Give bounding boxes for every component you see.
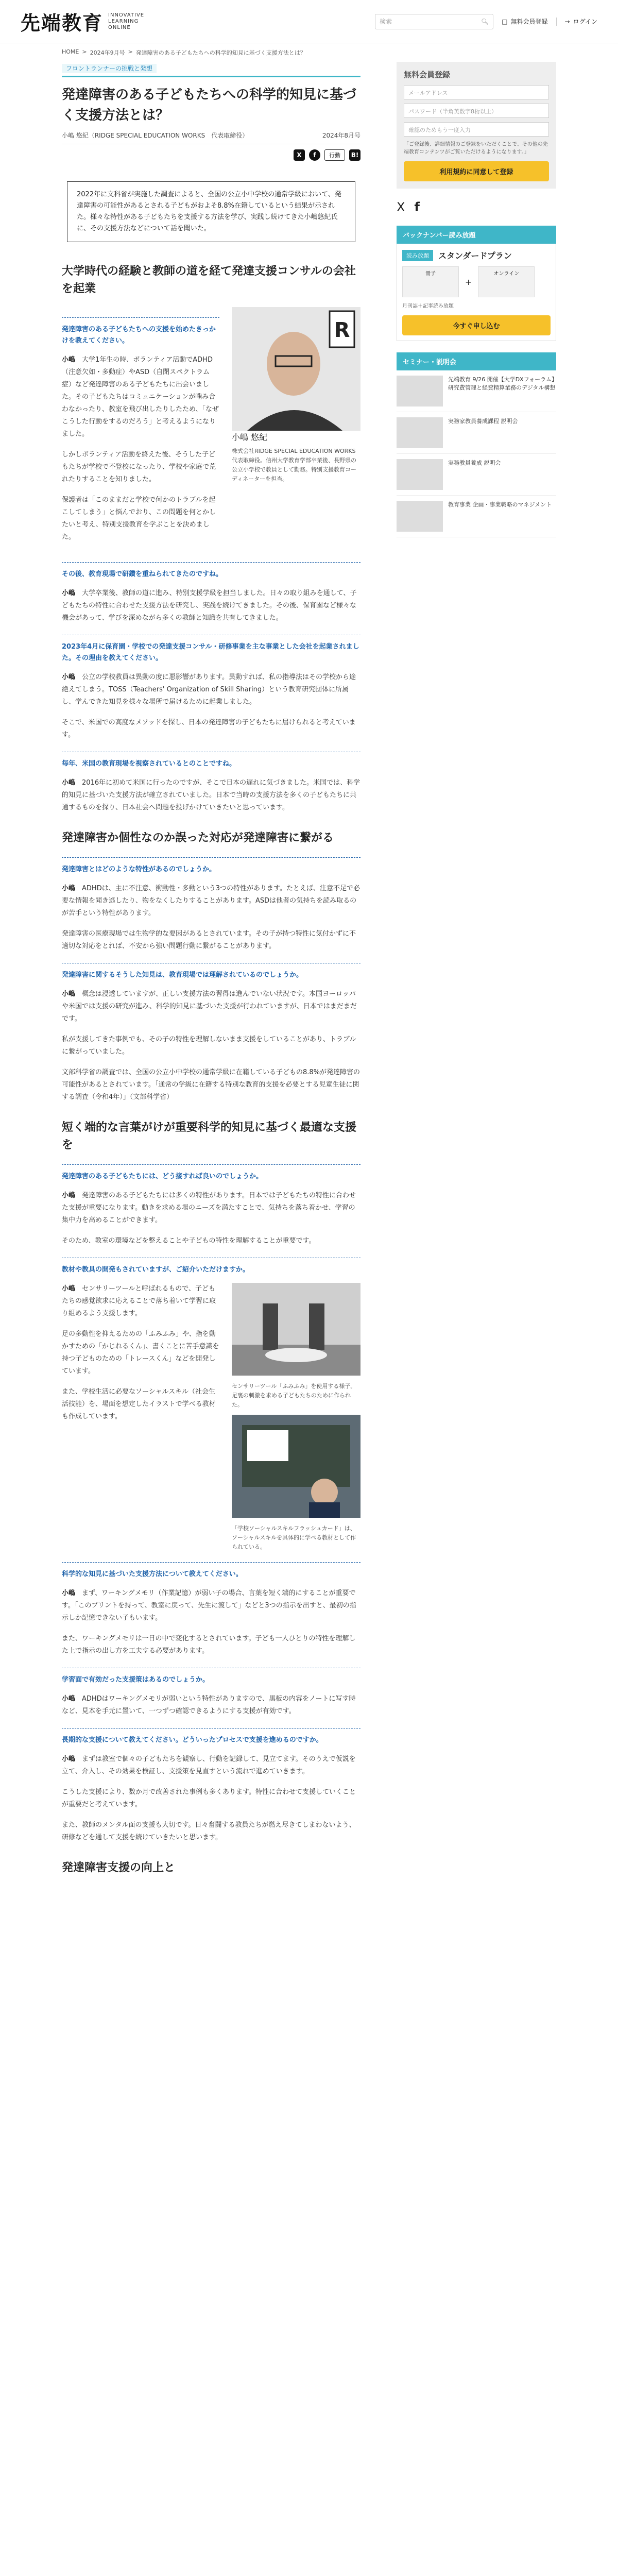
- tools-block: [62, 1283, 360, 1552]
- seminar-title: 教育事業 企画・事業戦略のマネジメント: [448, 501, 552, 508]
- interview-question: 発達障害に関するそうした知見は、教育現場では理解されているのでしょうか。: [62, 963, 360, 981]
- seminar-title: 先端教育 9/26 開催【大学DXフォーラム】研究費管理と経費精算業務のデジタル構想: [448, 376, 556, 391]
- article-meta: [62, 131, 360, 144]
- answer-text: 発達障害のある子どもたちには多くの特性があります。日本では子どもたちの特性に合わせた支援が重要になります。動きを求める場のニーズを満たすことで、気持ちを落ち着かせ、学習の集中力を高めることができます。: [62, 1192, 356, 1224]
- register-link[interactable]: [502, 17, 547, 26]
- speaker-label: 小嶋: [62, 1192, 76, 1199]
- interview-answer: そこで、米国での高度なメソッドを探し、日本の発達障害の子どもたちに届けられると考えています。: [62, 719, 356, 739]
- seminar-title: 実務家教員養成課程 説明会: [448, 418, 518, 425]
- speaker-label: 小嶋: [62, 1755, 76, 1763]
- tools-text: [62, 1283, 219, 1552]
- profile-photo: [232, 307, 360, 431]
- plan-desc: 月刊誌＋記事読み放題: [402, 303, 454, 309]
- interview-answer: 私が支援してきた事例でも、その子の特性を理解しないまま支援をしていることがあり、トラブルに繋がっていました。: [62, 1036, 356, 1056]
- plan-top: [402, 249, 551, 261]
- category-label[interactable]: フロントランナーの挑戦と発想: [62, 64, 157, 73]
- plan-online-label: オンライン: [493, 271, 520, 277]
- answer-text: 大学1年生の時、ボランティア活動でADHD（注意欠如・多動症）やASD（自閉スペクトラム症）など発達障害のある子どもたちに出会いました。その子どもたちはコミュニケーションが噛み合わなかったり、教室を飛び出したりしたため、「なぜこうした行動をするのだろう」と考えるようになりました。: [62, 356, 219, 438]
- register-note: 「ご登録後、詳細情報のご登録をいただくことで、その他の先端教育コンテンツがご覧いただけるようになります。」: [404, 142, 548, 155]
- answer-text: 公立の学校教員は異動の度に悪影響があります。異動すれば、私の指導法はその学校から途絶えてしまう。TOSS（Teachers' Organization of Skill Sharing）という教育研究団体に所属し、学んできた知見を様々な場所で届けるために起業しました。: [62, 673, 356, 706]
- interview-answer: [62, 1693, 360, 1718]
- search-input[interactable]: [375, 14, 493, 29]
- seminar-item[interactable]: [397, 454, 556, 496]
- speaker-label: 小嶋: [62, 1589, 76, 1597]
- lead-box: 2022年に文科省が実施した調査によると、全国の公立小中学校の通常学級において、発達障害の可能性があるとされる子どもがおよそ8.8%在籍しているという結果が示された。様々な特性がある子どもたちを支援する方法を学び、実践し続けてきた小嶋悠紀氏に、その支援方法などについて話を聞いた。: [67, 181, 355, 242]
- header-actions: [375, 14, 597, 29]
- x-icon[interactable]: X: [397, 200, 405, 214]
- profile-description: 株式会社RIDGE SPECIAL EDUCATION WORKS 代表取締役。信州大学教育学部卒業後、長野県の公立小学校で教員として勤務。特別支援教育コーディネーターを担当。: [232, 448, 356, 482]
- answer-text: まずは教室で個々の子どもたちを観察し、行動を記録して、見立てます。そのうえで仮説を立て、介入し、その効果を検証し、支援策を見直すという流れで進めていきます。: [62, 1755, 356, 1775]
- answer-text: まず、ワーキングメモリ（作業記憶）が弱い子の場合、言葉を短く端的にすることが重要です。「このプリントを持って、教室に戻って、先生に渡して」などと3つの指示を出すと、最初の指示しか記憶できない子もいます。: [62, 1589, 356, 1622]
- answer-text: ADHDは、主に不注意、衝動性・多動という3つの特性があります。たとえば、注意不足で必要な情報を聞き逃したり、物をなくしたりすることがあります。ASDは他者の気持ちを読み取るのが苦手という特性があります。: [62, 885, 360, 917]
- answer-text: 2016年に初めて米国に行ったのですが、そこで日本の遅れに気づきました。米国では、科学的知見に基づいた支援方法が確立されていました。日本で当時の支援方法を多くの子どもたちに共通するものを探り、日本社会へ問題を投げかけていきたいと思っています。: [62, 779, 360, 811]
- profile-card: [232, 307, 360, 552]
- interview-answer: [62, 777, 360, 814]
- author: 小嶋 悠紀（RIDGE SPECIAL EDUCATION WORKS 代表取締役）: [62, 132, 249, 139]
- speaker-label: 小嶋: [62, 589, 76, 597]
- interview-answer: [62, 1190, 360, 1227]
- interview-question: 科学的な知見に基づいた支援方法について教えてください。: [62, 1562, 360, 1580]
- seminar-thumbnail: [397, 459, 443, 490]
- interview-question: 発達障害のある子どもたちには、どう接すれば良いのでしょうか。: [62, 1164, 360, 1182]
- speaker-label: 小嶋: [62, 356, 76, 364]
- login-icon: →: [564, 18, 570, 25]
- speaker-label: 小嶋: [62, 673, 76, 681]
- section-heading: 大学時代の経験と教師の道を経て発達支援コンサルの会社を起業: [62, 265, 356, 295]
- login-link[interactable]: [565, 17, 597, 26]
- issue-date: 2024年8月号: [322, 132, 360, 139]
- category-tag: [62, 62, 360, 77]
- flashcard-photo: [232, 1415, 360, 1518]
- plan-name: スタンダードプラン: [438, 251, 512, 261]
- interview-question: その後、教育現場で研鑽を重ねられてきたのですね。: [62, 562, 360, 580]
- speaker-label: 小嶋: [62, 885, 76, 892]
- answer-text: センサリーツールと呼ばれるもので、子どもたちの感覚欲求に応えることで落ち着いて学習に取り組めるよう支援します。: [62, 1285, 216, 1317]
- seminar-item[interactable]: [397, 412, 556, 454]
- breadcrumb-home[interactable]: HOME: [62, 48, 79, 55]
- password-confirm-field[interactable]: 確認のためもう一度入力: [404, 122, 549, 137]
- breadcrumb: [0, 43, 618, 62]
- plan-cta-button[interactable]: 今すぐ申し込む: [402, 315, 551, 335]
- plan-badge: 読み放題: [402, 250, 433, 261]
- sensory-tool-photo: [232, 1283, 360, 1376]
- tools-images: [232, 1283, 360, 1552]
- answer-text: ADHDはワーキングメモリが弱いという特性がありますので、黒板の内容をノートに写す時など、見本を手元に置いて、一つずつ確認できるようにする支援が有効です。: [62, 1695, 356, 1715]
- content-wrapper: [0, 62, 618, 1886]
- plan-paper-label: 冊子: [425, 271, 436, 277]
- interview-question: 2023年4月に保育園・学校での発達支援コンサル・研修事業を主な事業とした会社を起業されました。その理由を教えてください。: [62, 635, 360, 664]
- plan-visual: [402, 266, 551, 297]
- interview-answer: [62, 354, 219, 440]
- breadcrumb-issue[interactable]: 2024年9月号: [90, 49, 125, 56]
- interview-answer: また、教師のメンタル面の支援も大切です。日々奮闘する教員たちが燃え尽きてしまわないよう、研修などを通して支援を続けていきたいと思います。: [62, 1821, 356, 1841]
- interview-question: 長期的な支援について教えてください。どういったプロセスで支援を進めるのですか。: [62, 1728, 360, 1746]
- seminar-item[interactable]: [397, 496, 556, 537]
- plan-header: バックナンバー読み放題: [397, 226, 556, 244]
- interview-answer: こうした支援により、数か月で改善された事例も多くあります。特性に合わせて支援していくことが重要だと考えています。: [62, 1788, 356, 1808]
- interview-answer: 足の多動性を抑えるための「ふみふみ」や、指を動かすための「かじれるくん」、書くことに苦手意識を持つ子どものための「トレースくん」などを開発しています。: [62, 1330, 219, 1375]
- facebook-share-icon[interactable]: f: [309, 149, 320, 161]
- x-share-icon[interactable]: X: [294, 149, 305, 161]
- interview-answer: 発達障害の医療現場では生物学的な要因があるとされています。その子が持つ特性に気付かずに不適切な対応をとれば、不安から強い問題行動に繋がることがあります。: [62, 930, 356, 950]
- interview-answer: [62, 671, 360, 708]
- interview-question: 発達障害のある子どもたちへの支援を始めたきっかけを教えてください。: [62, 317, 219, 347]
- seminar-title: 実務教員養成 説明会: [448, 460, 501, 466]
- photo-caption: 小嶋 悠紀: [232, 432, 268, 442]
- logo-en-line: INNOVATIVE: [108, 12, 145, 18]
- interview-answer: [62, 1587, 360, 1624]
- register-label: 無料会員登録: [510, 18, 548, 25]
- search-placeholder: 検索: [380, 18, 392, 25]
- register-title: 無料会員登録: [404, 70, 451, 79]
- interview-answer: [62, 883, 360, 920]
- breadcrumb-sep: >: [128, 48, 133, 55]
- plan-paper: [402, 266, 459, 297]
- speaker-label: 小嶋: [62, 1695, 76, 1703]
- answer-text: 大学卒業後、教師の道に進み、特別支援学級を担当しました。日々の取り組みを通して、子どもたちの特性に合わせた支援方法を研究し、実践を続けてきました。その後、保育園など様々な機会があって、学びを深めながら多くの教師と知識を共有してきました。: [62, 589, 357, 622]
- seminar-thumbnail: [397, 501, 443, 532]
- password-field[interactable]: パスワード（半角英数字8桁以上）: [404, 104, 549, 118]
- interview-question: 発達障害とはどのような特性があるのでしょうか。: [62, 857, 360, 875]
- interview-answer: [62, 1283, 219, 1320]
- facebook-icon[interactable]: f: [414, 200, 420, 214]
- speaker-label: 小嶋: [62, 990, 76, 998]
- photo-caption: センサリーツール「ふみふみ」を使用する様子。足裏の刺激を求める子どもたちのために作られた。: [232, 1383, 356, 1408]
- photo-caption: 「学校ソーシャルスキルフラッシュカード」は、ソーシャルスキルを具体的に学べる教材として作られている。: [232, 1525, 356, 1550]
- plan-online: [478, 266, 535, 297]
- interview-answer: [62, 587, 360, 624]
- social-links: [397, 200, 556, 214]
- logo-en-line: ONLINE: [108, 24, 131, 30]
- interview-answer: そのため、教室の環境などを整えることや子どもの特性を理解することが重要です。: [62, 1237, 316, 1245]
- divider: [556, 18, 557, 26]
- logo-text: 先端教育: [21, 11, 104, 35]
- article-title: 発達障害のある子どもたちへの科学的知見に基づく支援方法とは？: [62, 87, 357, 123]
- search-icon[interactable]: 🔍︎: [480, 18, 489, 25]
- user-icon: □: [502, 18, 508, 25]
- seminar-thumbnail: [397, 376, 443, 406]
- seminar-thumbnail: [397, 417, 443, 448]
- article: [62, 62, 360, 1886]
- interview-answer: また、学校生活に必要なソーシャルスキル（社会生活技能）を、場面を想定したイラストで学べる教材も作成しています。: [62, 1388, 216, 1420]
- section-heading: 発達障害か個性なのか誤った対応が発達障害に繋がる: [62, 832, 334, 844]
- interview-question: 学習面で有効だった支援策はあるのでしょうか。: [62, 1668, 360, 1686]
- interview-block: [62, 307, 360, 552]
- site-header: [0, 0, 618, 43]
- interview-answer: 保護者は「このままだと学校で何かのトラブルを起こしてしまう」と悩んでおり、この問題を何とかしたいと考え、特別支援教育を学ぶことを決めました。: [62, 496, 216, 541]
- interview-question: 毎年、米国の教育現場を視察されているとのことですね。: [62, 752, 360, 770]
- email-field[interactable]: メールアドレス: [404, 85, 549, 99]
- seminar-header: セミナー・説明会: [397, 352, 556, 370]
- hatena-share-icon[interactable]: B!: [349, 149, 360, 161]
- site-logo[interactable]: [21, 7, 144, 36]
- answer-text: 概念は浸透していますが、正しい支援方法の習得は進んでいない状況です。本国ヨーロッパや米国では支援の研究が進み、科学的知見に基づいた支援が行われていますが、日本ではまだまだです。: [62, 990, 357, 1023]
- interview-answer: [62, 988, 360, 1025]
- portrait-image: [232, 307, 360, 431]
- login-label: ログイン: [573, 18, 597, 25]
- plan-card: [397, 244, 556, 341]
- breadcrumb-sep: >: [82, 48, 87, 55]
- interview-answer: 文部科学省の調査では、全国の公立小中学校の通常学級に在籍している子どもの8.8%が発達障害の可能性があるとされています。「通常の学級に在籍する特別な教育的支援を必要とする児童生徒に関する調査（令和4年）」（文部科学省）: [62, 1069, 360, 1101]
- seminar-item[interactable]: [397, 370, 556, 412]
- section-heading: 発達障害支援の向上と: [62, 1861, 176, 1874]
- share-bar: [62, 149, 360, 161]
- interview-text: [62, 307, 219, 552]
- interview-answer: しかしボランティア活動を終えた後、そうした子どもたちが学校で不登校になったり、学校や家庭で荒れたりすることを知りました。: [62, 451, 216, 483]
- sidebar: [397, 62, 556, 1886]
- interview-answer: [62, 1753, 360, 1778]
- speaker-label: 小嶋: [62, 779, 76, 787]
- breadcrumb-current: 発達障害のある子どもたちへの科学的知見に基づく支援方法とは？: [135, 49, 306, 56]
- interview-question: 教材や教具の開発もされていますが、ご紹介いただけますか。: [62, 1258, 360, 1276]
- speaker-label: 小嶋: [62, 1285, 76, 1293]
- plus-icon: +: [465, 277, 472, 287]
- svg-text:R: R: [334, 318, 350, 342]
- logo-subtitle: [108, 12, 144, 31]
- register-box: [397, 62, 556, 189]
- section-heading: 短く端的な言葉がけが重要科学的知見に基づく最適な支援を: [62, 1121, 357, 1151]
- share-pill[interactable]: 行動: [324, 149, 345, 161]
- logo-en-line: LEARNING: [108, 18, 139, 24]
- interview-answer: また、ワーキングメモリは一日の中で変化するとされています。子ども一人ひとりの特性を理解した上で指示の出し方を工夫する必要があります。: [62, 1635, 356, 1655]
- register-button[interactable]: 利用規約に同意して登録: [404, 161, 549, 181]
